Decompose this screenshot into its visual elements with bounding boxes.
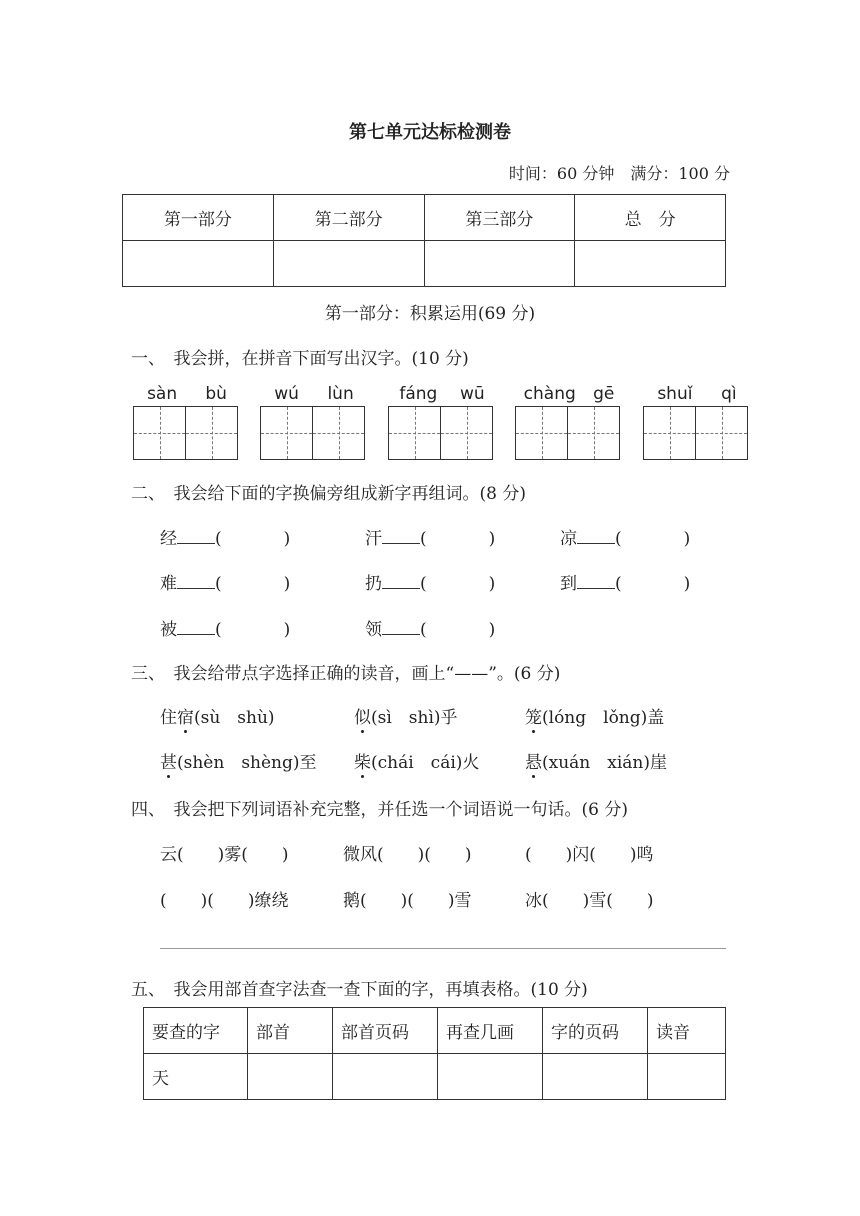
radical-char: 难 xyxy=(160,574,177,594)
answer-blank[interactable] xyxy=(382,574,420,589)
answer-blank[interactable] xyxy=(577,574,615,589)
plain-char: 盖 xyxy=(647,708,665,728)
paren-close: ) xyxy=(683,574,691,594)
writing-cell[interactable] xyxy=(388,406,441,460)
part-one-title: 第一部分：积累运用(69 分) xyxy=(324,304,536,324)
radical-char: 到 xyxy=(560,574,577,594)
paren-close: ) xyxy=(283,529,291,549)
pinyin-group xyxy=(133,384,241,462)
radical-item xyxy=(560,524,690,549)
plain-char: 乎 xyxy=(440,708,458,728)
pinyin-options[interactable]: (sì shì) xyxy=(371,708,441,728)
paren-close: ) xyxy=(283,620,291,640)
idiom-fill[interactable]: ( )闪( )鸣 xyxy=(525,845,654,865)
pinyin-options[interactable]: (xuán xián) xyxy=(542,753,650,773)
answer-blank[interactable] xyxy=(177,620,215,635)
dotted-char: 悬 xyxy=(525,753,542,773)
time-score-info: 时间：60 分钟 满分：100 分 xyxy=(508,164,730,183)
radical-char: 汗 xyxy=(365,529,382,549)
lookup-header: 部首 xyxy=(248,1008,333,1054)
pinyin-group xyxy=(515,384,623,462)
writing-cell[interactable] xyxy=(260,406,313,460)
dotted-char: 甚 xyxy=(160,753,177,773)
radical-char: 凉 xyxy=(560,529,577,549)
lookup-char: 天 xyxy=(144,1054,248,1100)
lookup-cell[interactable] xyxy=(438,1054,543,1100)
pinyin-syllable: wū xyxy=(459,384,485,404)
paren-close: ) xyxy=(683,529,691,549)
pinyin-group xyxy=(388,384,496,462)
writing-cell[interactable] xyxy=(312,406,365,460)
dotted-char: 宿 xyxy=(177,708,194,728)
paren-open: ( xyxy=(215,529,222,549)
radical-item xyxy=(365,524,495,549)
paren-open: ( xyxy=(215,574,222,594)
pinyin-group xyxy=(643,384,751,462)
lookup-header: 字的页码 xyxy=(543,1008,648,1054)
paren-open: ( xyxy=(420,620,427,640)
answer-blank[interactable] xyxy=(177,574,215,589)
idiom-fill[interactable]: 云( )雾( ) xyxy=(160,845,289,865)
score-cell[interactable] xyxy=(123,241,274,287)
idiom-fill[interactable]: 冰( )雪( ) xyxy=(525,891,654,911)
paren-open: ( xyxy=(615,574,622,594)
pinyin-syllable: chàng xyxy=(523,384,576,404)
idiom-fill[interactable]: ( )( )缭绕 xyxy=(160,891,289,911)
radical-item xyxy=(365,569,495,594)
answer-blank[interactable] xyxy=(382,529,420,544)
question-2-label: 二、 我会给下面的字换偏旁组成新字再组词。(8 分) xyxy=(131,484,526,504)
radical-char: 被 xyxy=(160,620,177,640)
score-cell[interactable] xyxy=(273,241,424,287)
pinyin-options[interactable]: (lóng lǒng) xyxy=(542,708,648,728)
score-table xyxy=(122,194,726,287)
pinyin-options[interactable]: (chái cái) xyxy=(371,753,463,773)
radical-char: 扔 xyxy=(365,574,382,594)
paren-open: ( xyxy=(420,529,427,549)
question-3-label: 三、 我会给带点字选择正确的读音，画上“——”。(6 分) xyxy=(131,664,561,684)
plain-char: 住 xyxy=(160,708,177,728)
lookup-cell[interactable] xyxy=(648,1054,726,1100)
pinyin-syllable: shuǐ xyxy=(657,384,693,404)
paren-open: ( xyxy=(420,574,427,594)
radical-item xyxy=(160,524,290,549)
lookup-cell[interactable] xyxy=(543,1054,648,1100)
writing-cell[interactable] xyxy=(440,406,493,460)
question-1-label: 一、 我会拼，在拼音下面写出汉字。(10 分) xyxy=(131,349,469,369)
paren-close: ) xyxy=(283,574,291,594)
pinyin-syllable: lùn xyxy=(327,384,354,404)
writing-cell[interactable] xyxy=(643,406,696,460)
lookup-header: 部首页码 xyxy=(333,1008,438,1054)
pronunciation-item[interactable] xyxy=(354,703,458,728)
pinyin-options[interactable]: (shèn shèng) xyxy=(177,753,300,773)
pinyin-syllable: sàn xyxy=(147,384,178,404)
lookup-cell[interactable] xyxy=(333,1054,438,1100)
radical-item xyxy=(560,569,690,594)
dotted-char: 笼 xyxy=(525,708,542,728)
score-header: 第一部分 xyxy=(123,195,274,241)
paren-close: ) xyxy=(488,620,496,640)
question-4-label: 四、 我会把下列词语补充完整，并任选一个词语说一句话。(6 分) xyxy=(131,800,628,820)
writing-cell[interactable] xyxy=(133,406,186,460)
writing-cell[interactable] xyxy=(567,406,620,460)
pronunciation-item[interactable] xyxy=(525,748,667,773)
pronunciation-item[interactable] xyxy=(525,703,664,728)
answer-blank[interactable] xyxy=(577,529,615,544)
score-cell[interactable] xyxy=(575,241,726,287)
lookup-header: 读音 xyxy=(648,1008,726,1054)
idiom-fill[interactable]: 鹅( )( )雪 xyxy=(343,891,472,911)
paren-close: ) xyxy=(488,529,496,549)
sentence-answer-line[interactable] xyxy=(160,948,726,949)
radical-item xyxy=(365,615,495,640)
answer-blank[interactable] xyxy=(382,620,420,635)
paren-open: ( xyxy=(215,620,222,640)
pinyin-group xyxy=(260,384,368,462)
pronunciation-item[interactable] xyxy=(160,748,317,773)
radical-lookup-table xyxy=(143,1007,726,1100)
radical-item xyxy=(160,569,290,594)
page-title: 第七单元达标检测卷 xyxy=(349,122,511,143)
question-5-label: 五、 我会用部首查字法查一查下面的字，再填表格。(10 分) xyxy=(131,980,588,1000)
pronunciation-item[interactable] xyxy=(160,703,275,728)
pinyin-options[interactable]: (sù shù) xyxy=(194,708,275,728)
pinyin-syllable: bù xyxy=(205,384,227,404)
score-header: 第三部分 xyxy=(424,195,575,241)
plain-char: 火 xyxy=(462,753,480,773)
writing-cell[interactable] xyxy=(185,406,238,460)
writing-cell[interactable] xyxy=(695,406,748,460)
pronunciation-item[interactable] xyxy=(354,748,479,773)
pinyin-syllable: gē xyxy=(593,384,615,404)
radical-char: 领 xyxy=(365,620,382,640)
answer-blank[interactable] xyxy=(177,529,215,544)
score-header: 第二部分 xyxy=(273,195,424,241)
lookup-header: 要查的字 xyxy=(144,1008,248,1054)
radical-char: 经 xyxy=(160,529,177,549)
score-cell[interactable] xyxy=(424,241,575,287)
writing-cell[interactable] xyxy=(515,406,568,460)
paren-open: ( xyxy=(615,529,622,549)
idiom-fill[interactable]: 微风( )( ) xyxy=(343,845,472,865)
plain-char: 至 xyxy=(299,753,317,773)
lookup-header: 再查几画 xyxy=(438,1008,543,1054)
score-header: 总 分 xyxy=(575,195,726,241)
pinyin-syllable: fáng xyxy=(399,384,438,404)
pinyin-syllable: wú xyxy=(274,384,299,404)
paren-close: ) xyxy=(488,574,496,594)
dotted-char: 柴 xyxy=(354,753,371,773)
radical-item xyxy=(160,615,290,640)
pinyin-syllable: qì xyxy=(721,384,737,404)
plain-char: 崖 xyxy=(650,753,667,773)
dotted-char: 似 xyxy=(354,708,371,728)
lookup-cell[interactable] xyxy=(248,1054,333,1100)
